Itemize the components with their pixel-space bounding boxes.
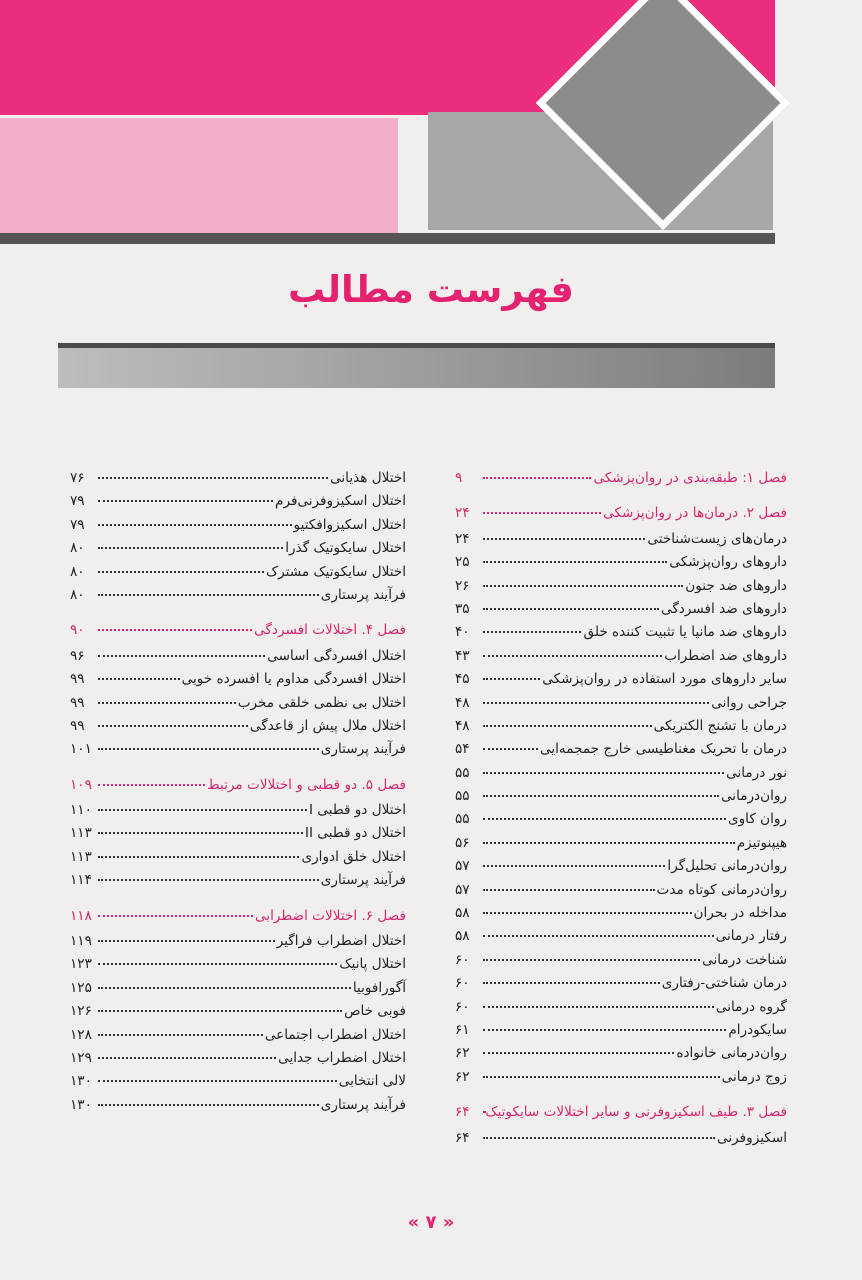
section-gap <box>455 1092 787 1104</box>
dot-leader <box>483 795 719 797</box>
toc-entry[interactable] <box>70 540 406 563</box>
toc-entry-title: داروهای روان‌پزشکی <box>669 554 787 571</box>
dot-leader <box>483 935 714 937</box>
toc-page-number: ۲۶ <box>455 577 470 594</box>
toc-entry-title: گروه درمانی <box>715 998 787 1015</box>
toc-entry[interactable] <box>455 999 787 1022</box>
toc-section <box>455 1104 787 1153</box>
toc-entry[interactable] <box>455 882 787 905</box>
dot-leader <box>98 1057 276 1059</box>
dot-leader <box>98 477 328 479</box>
toc-page-number: ۱۳۰ <box>70 1073 92 1090</box>
toc-entry[interactable] <box>70 1027 406 1050</box>
toc-entry[interactable] <box>455 531 787 554</box>
toc-page-number: ۳۵ <box>455 600 470 617</box>
toc-entry-title: نور درمانی <box>726 764 787 781</box>
toc-section <box>70 777 406 896</box>
toc-entry-title: داروهای ضد مانیا یا تثبیت کننده خلق <box>583 624 787 641</box>
toc-entry-title: فصل ۳. طیف اسکیزوفرنی و سایر اختلالات سایکوتیک <box>485 1104 787 1121</box>
toc-entry[interactable] <box>455 718 787 741</box>
dot-leader <box>98 702 236 704</box>
toc-entry-title: داروهای ضد افسردگی <box>661 600 787 617</box>
dot-leader <box>483 1052 674 1054</box>
toc-entry[interactable] <box>455 741 787 764</box>
page-title: فهرست مطالب <box>287 268 574 311</box>
toc-entry-title: اختلال پانیک <box>339 956 406 973</box>
toc-entry-title: فصل ۵. دو قطبی و اختلالات مرتبط <box>207 776 406 793</box>
toc-page-number: ۵۵ <box>455 811 470 828</box>
toc-entry[interactable] <box>70 825 406 848</box>
toc-page-number: ۱۰۹ <box>70 776 92 793</box>
toc-entry[interactable] <box>70 517 406 540</box>
dot-leader <box>483 608 659 610</box>
toc-right-column <box>455 470 787 1153</box>
toc-page-number: ۵۵ <box>455 788 470 805</box>
toc-entry[interactable] <box>455 648 787 671</box>
dot-leader <box>483 538 645 540</box>
dot-leader <box>98 500 273 502</box>
toc-page-number: ۹۰ <box>70 622 85 639</box>
toc-entry[interactable] <box>455 671 787 694</box>
toc-entry-title: اختلال اسکیزوافکتیو <box>293 516 406 533</box>
dot-leader <box>98 725 248 727</box>
dot-leader <box>98 1104 319 1106</box>
toc-entry[interactable] <box>455 811 787 834</box>
toc-entry-title: داروهای ضد اضطراب <box>664 647 787 664</box>
toc-entry-title: روان‌درمانی <box>720 788 787 805</box>
toc-entry[interactable] <box>455 975 787 998</box>
toc-section <box>455 505 787 1092</box>
dot-leader <box>483 748 538 750</box>
toc-page-number: ۵۸ <box>455 905 470 922</box>
toc-page-number: ۹۹ <box>70 717 85 734</box>
dot-leader <box>98 1010 342 1012</box>
toc-entry-title: مداخله در بحران <box>693 905 787 922</box>
header-dark-line <box>0 233 775 244</box>
toc-section <box>70 622 406 764</box>
dot-leader <box>98 784 205 786</box>
toc-entry-title: فصل ۲. درمان‌ها در روان‌پزشکی <box>603 505 787 522</box>
dot-leader <box>483 631 581 633</box>
dot-leader <box>483 512 601 514</box>
toc-entry[interactable] <box>70 956 406 979</box>
toc-page-number: ۹ <box>455 470 463 486</box>
toc-entry[interactable] <box>455 788 787 811</box>
toc-entry-title: درمان شناختی-رفتاری <box>661 975 787 992</box>
toc-section <box>70 908 406 1121</box>
toc-entry[interactable] <box>70 587 406 610</box>
toc-entry-title: روان‌درمانی تحلیل‌گرا <box>667 858 787 875</box>
toc-entry-title: اختلال دو قطبی II <box>305 825 406 842</box>
toc-page-number: ۷۹ <box>70 516 85 533</box>
toc-page-number: ۷۹ <box>70 493 85 510</box>
dot-leader <box>98 987 351 989</box>
toc-page-number: ۶۰ <box>455 998 470 1015</box>
toc-entry-title: درمان‌های زیست‌شناختی <box>647 530 787 547</box>
toc-page-number: ۴۸ <box>455 694 470 711</box>
chapter-heading[interactable] <box>455 505 787 528</box>
toc-entry[interactable] <box>455 905 787 928</box>
toc-page-number: ۴۸ <box>455 717 470 734</box>
toc-page-number: ۲۵ <box>455 554 470 571</box>
chapter-heading[interactable] <box>70 622 406 645</box>
dot-leader <box>98 856 299 858</box>
toc-page-number: ۱۲۳ <box>70 956 92 973</box>
dot-leader <box>483 1076 720 1078</box>
toc-section <box>455 470 787 493</box>
toc-page-number: ۱۰۱ <box>70 741 92 758</box>
toc-entry-title: درمان با تشنج الکتریکی <box>653 717 787 734</box>
toc-entry[interactable] <box>70 493 406 516</box>
toc-entry-title: فوبی خاص <box>344 1003 406 1020</box>
toc-entry-title: هیپنوتیزم <box>736 834 787 851</box>
toc-entry-title: اختلال اضطراب جدایی <box>278 1049 406 1066</box>
header-light-pink-band <box>0 118 398 238</box>
toc-entry[interactable] <box>70 671 406 694</box>
dot-leader <box>483 702 709 704</box>
toc-page-number: ۲۴ <box>455 530 470 547</box>
toc-page-number: ۱۲۸ <box>70 1026 92 1043</box>
toc-entry[interactable] <box>70 1050 406 1073</box>
toc-left-column <box>70 470 406 1120</box>
toc-page-number: ۸۰ <box>70 540 85 557</box>
dot-leader <box>98 524 292 526</box>
dot-leader <box>483 889 655 891</box>
toc-entry[interactable] <box>70 1003 406 1026</box>
dot-leader <box>483 1029 726 1031</box>
toc-entry[interactable] <box>70 872 406 895</box>
toc-page-number: ۸۰ <box>70 563 85 580</box>
toc-entry[interactable] <box>455 1069 787 1092</box>
toc-entry[interactable] <box>455 835 787 858</box>
dot-leader <box>483 818 726 820</box>
chapter-heading[interactable] <box>70 908 406 931</box>
toc-entry[interactable] <box>455 952 787 975</box>
toc-entry-title: فرآیند پرستاری <box>320 586 406 603</box>
toc-entry[interactable] <box>455 765 787 788</box>
dot-leader <box>98 678 180 680</box>
toc-page-number: ۱۱۴ <box>70 872 92 889</box>
dot-leader <box>98 809 307 811</box>
dot-leader <box>483 678 540 680</box>
chapter-heading[interactable] <box>70 777 406 800</box>
toc-entry-title: اختلال هذیانی <box>330 470 406 486</box>
toc-entry[interactable] <box>70 849 406 872</box>
dot-leader <box>98 963 337 965</box>
toc-entry-title: اختلال افسردگی مداوم یا افسرده خویی <box>181 671 406 688</box>
toc-page-number: ۶۲ <box>455 1045 470 1062</box>
toc-entry-title: اختلال بی نظمی خلقی مخرب <box>237 694 406 711</box>
toc-entry-title: اختلال اضطراب فراگیر <box>276 933 406 950</box>
toc-entry-title: درمان با تحریک مغناطیسی خارج جمجمه‌ایی <box>540 741 787 758</box>
toc-entry[interactable] <box>455 858 787 881</box>
chapter-heading[interactable] <box>455 470 787 493</box>
toc-page-number: ۱۱۳ <box>70 848 92 865</box>
dot-leader <box>98 629 252 631</box>
toc-page-number: ۶۲ <box>455 1068 470 1085</box>
toc-entry-title: اختلال سایکوتیک گذرا <box>285 540 406 557</box>
section-gap <box>70 610 406 622</box>
section-gap <box>70 765 406 777</box>
dot-leader <box>483 561 667 563</box>
dot-leader <box>98 915 253 917</box>
toc-entry-title: شناخت درمانی <box>702 951 787 968</box>
toc-page-number: ۹۹ <box>70 671 85 688</box>
toc-entry[interactable] <box>455 554 787 577</box>
section-gap <box>455 493 787 505</box>
dot-leader <box>98 879 319 881</box>
dot-leader <box>483 477 591 479</box>
toc-entry[interactable] <box>70 980 406 1003</box>
toc-entry-title: لالی انتخابی <box>338 1073 406 1090</box>
toc-entry-title: روان کاوی <box>727 811 787 828</box>
toc-page-number: ۵۶ <box>455 834 470 851</box>
dot-leader <box>98 1034 263 1036</box>
toc-entry-title: اختلال دو قطبی I <box>309 802 406 819</box>
toc-page-number: ۱۲۹ <box>70 1049 92 1066</box>
toc-entry[interactable] <box>70 1073 406 1096</box>
toc-page-number: ۱۱۹ <box>70 933 92 950</box>
toc-page-number: ۶۱ <box>455 1021 470 1038</box>
toc-page-number: ۶۰ <box>455 951 470 968</box>
dot-leader <box>98 571 264 573</box>
dot-leader <box>98 940 275 942</box>
toc-page-number: ۵۵ <box>455 764 470 781</box>
toc-entry-title: اختلال اضطراب اجتماعی <box>264 1026 406 1043</box>
toc-entry[interactable] <box>70 741 406 764</box>
dot-leader <box>483 1006 714 1008</box>
toc-entry-title: سایر داروهای مورد استفاده در روان‌پزشکی <box>542 671 787 688</box>
toc-entry[interactable] <box>70 648 406 671</box>
toc-page-number: ۵۴ <box>455 741 470 758</box>
toc-entry-title: زوج درمانی <box>721 1068 787 1085</box>
toc-page-number: ۲۴ <box>455 505 470 522</box>
dot-leader <box>483 585 683 587</box>
toc-entry-title: فرآیند پرستاری <box>320 872 406 889</box>
toc-page-number: ۶۴ <box>455 1104 470 1121</box>
toc-entry[interactable] <box>455 1022 787 1045</box>
toc-page-number: ۱۲۵ <box>70 979 92 996</box>
toc-entry-title: فصل ۶. اختلالات اضطرابی <box>255 907 406 924</box>
toc-section <box>70 470 406 610</box>
toc-entry[interactable] <box>455 601 787 624</box>
dot-leader <box>98 547 283 549</box>
title-underline-bar <box>58 343 775 388</box>
toc-entry[interactable] <box>455 695 787 718</box>
toc-page-number: ۵۷ <box>455 881 470 898</box>
dot-leader <box>98 1080 337 1082</box>
toc-entry-title: اختلال افسردگی اساسی <box>267 647 406 664</box>
toc-entry-title: اختلال سایکوتیک مشترک <box>266 563 406 580</box>
toc-page-number: ۶۰ <box>455 975 470 992</box>
dot-leader <box>483 959 700 961</box>
dot-leader <box>483 865 665 867</box>
toc-entry[interactable] <box>70 933 406 956</box>
dot-leader <box>98 748 319 750</box>
toc-entry[interactable] <box>70 564 406 587</box>
toc-page-number: ۵۷ <box>455 858 470 875</box>
toc-entry-title: فرآیند پرستاری <box>320 1096 406 1113</box>
toc-entry[interactable] <box>455 1045 787 1068</box>
toc-entry-title: رفتار درمانی <box>715 928 787 945</box>
toc-entry-title: داروهای ضد جنون <box>685 577 787 594</box>
page-number: « ۷ » <box>407 1212 455 1233</box>
toc-page-number: ۶۴ <box>455 1129 470 1146</box>
toc-entry[interactable] <box>70 470 406 493</box>
toc-entry-title: روان‌درمانی کوتاه مدت <box>656 881 787 898</box>
toc-page-number: ۹۶ <box>70 647 85 664</box>
toc-page-number: ۴۵ <box>455 671 470 688</box>
toc-page-number: ۹۹ <box>70 694 85 711</box>
toc-entry-title: فرآیند پرستاری <box>320 741 406 758</box>
toc-page-number: ۱۲۶ <box>70 1003 92 1020</box>
toc-entry[interactable] <box>70 1097 406 1120</box>
dot-leader <box>483 842 735 844</box>
toc-entry-title: آگورافوبیا <box>352 979 406 996</box>
toc-page-number: ۱۱۳ <box>70 825 92 842</box>
section-gap <box>70 896 406 908</box>
toc-entry[interactable] <box>455 928 787 951</box>
toc-entry[interactable] <box>70 718 406 741</box>
dot-leader <box>98 594 319 596</box>
toc-entry-title: فصل ۱: طبقه‌بندی در روان‌پزشکی <box>593 470 787 486</box>
toc-page-number: ۱۱۸ <box>70 907 92 924</box>
toc-page-number: ۷۶ <box>70 470 85 486</box>
toc-entry-title: اختلال خلق ادواری <box>301 848 406 865</box>
dot-leader <box>483 655 662 657</box>
dot-leader <box>98 832 303 834</box>
toc-entry-title: سایکودرام <box>728 1021 787 1038</box>
toc-entry-title: اختلال اسکیزوفرنی‌فرم <box>275 493 406 510</box>
toc-page-number: ۱۱۰ <box>70 802 92 819</box>
dot-leader <box>483 982 660 984</box>
toc-page-number: ۵۸ <box>455 928 470 945</box>
toc-page-number: ۴۰ <box>455 624 470 641</box>
toc-page-number: ۸۰ <box>70 586 85 603</box>
dot-leader <box>483 1137 715 1139</box>
dot-leader <box>483 772 724 774</box>
toc-page-number: ۴۳ <box>455 647 470 664</box>
dot-leader <box>98 655 265 657</box>
toc-page-number: ۱۳۰ <box>70 1096 92 1113</box>
toc-entry-title: فصل ۴. اختلالات افسردگی <box>254 622 406 639</box>
toc-entry[interactable] <box>70 695 406 718</box>
toc-entry[interactable] <box>455 1130 787 1153</box>
dot-leader <box>483 725 652 727</box>
dot-leader <box>483 912 692 914</box>
toc-entry[interactable] <box>70 802 406 825</box>
toc-entry-title: اختلال ملال پیش از قاعدگی <box>249 717 406 734</box>
toc-entry[interactable] <box>455 624 787 647</box>
toc-entry-title: اسکیزوفرنی <box>717 1129 787 1146</box>
toc-entry[interactable] <box>455 578 787 601</box>
toc-entry-title: روان‌درمانی خانواده <box>676 1045 787 1062</box>
toc-entry-title: جراحی روانی <box>711 694 787 711</box>
chapter-heading[interactable] <box>455 1104 787 1127</box>
